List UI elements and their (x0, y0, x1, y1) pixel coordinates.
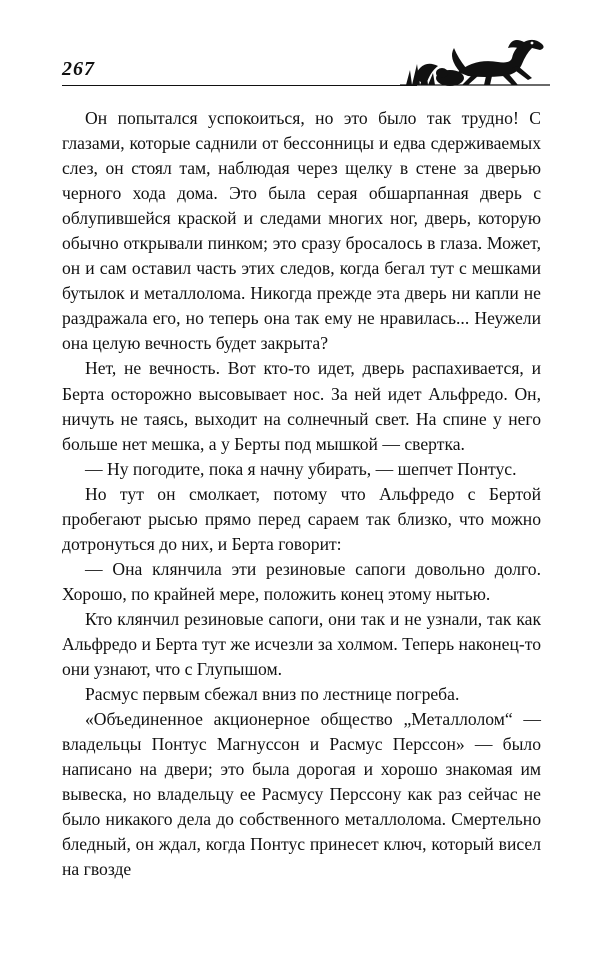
paragraph: Кто клянчил резиновые сапоги, они так и не узнали, так как Альфредо и Берта тут же исчезли за холмом. Теперь наконец-то они узнают, что с Глупышом. (62, 608, 541, 680)
paragraph: «Объединенное акционерное общество „Металлолом“ — владельцы Понтус Магнуссон и Расмус Перссон» — было написано на двери; это была дорогая и хорошо знакомая им вывеска, но владельцу ее Расмусу Перссону как раз сейчас не было никакого дела до собственного металлолома. Смертельно бледный, он ждал, когда Понтус принесет ключ, который висел на гвозде (62, 709, 541, 880)
paragraph: Нет, не вечность. Вот кто-то идет, дверь распахивается, и Берта осторожно высовывает нос. За ней идет Альфредо. Он, ничуть не таясь, выходит на солнечный свет. На спине у него больше нет мешка, а у Берты под мышкой — свертка. (62, 358, 541, 454)
paragraph: — Ну погодите, пока я начну убирать, — шепчет Понтус. (85, 458, 517, 479)
paragraph: Но тут он смолкает, потому что Альфредо с Бертой пробегают рысью прямо перед сараем так близко, что можно дотронуться до них, и Берта говорит: (62, 483, 541, 554)
paragraph: — Она клянчила эти резиновые сапоги довольно долго. Хорошо, по крайней мере, положить конец этому нытью. (62, 558, 541, 604)
page-header (62, 28, 550, 94)
body-text (62, 106, 541, 882)
running-dog-icon (400, 28, 550, 94)
page-number: 267 (62, 58, 95, 80)
header-rule (62, 85, 417, 86)
paragraph: Он попытался успокоиться, но это было так трудно! С глазами, которые саднили от бессонницы и едва сдерживаемых слез, он стоял там, наблюдая через щелку в стене за дверью черного хода дома. Это была серая обшарпанная дверь с облупившейся краской и следами многих ног, дверь, которую обычно открывали пинком; это сразу бросалось в глаза. Может, он и сам оставил часть этих следов, когда бегал тут с мешками бутылок и металлолома. Никогда прежде эта дверь ни капли не раздражала его, но теперь она так ему не нравилась... Неужели она целую вечность будет закрыта? (62, 108, 541, 354)
paragraph: Расмус первым сбежал вниз по лестнице погреба. (85, 684, 460, 705)
